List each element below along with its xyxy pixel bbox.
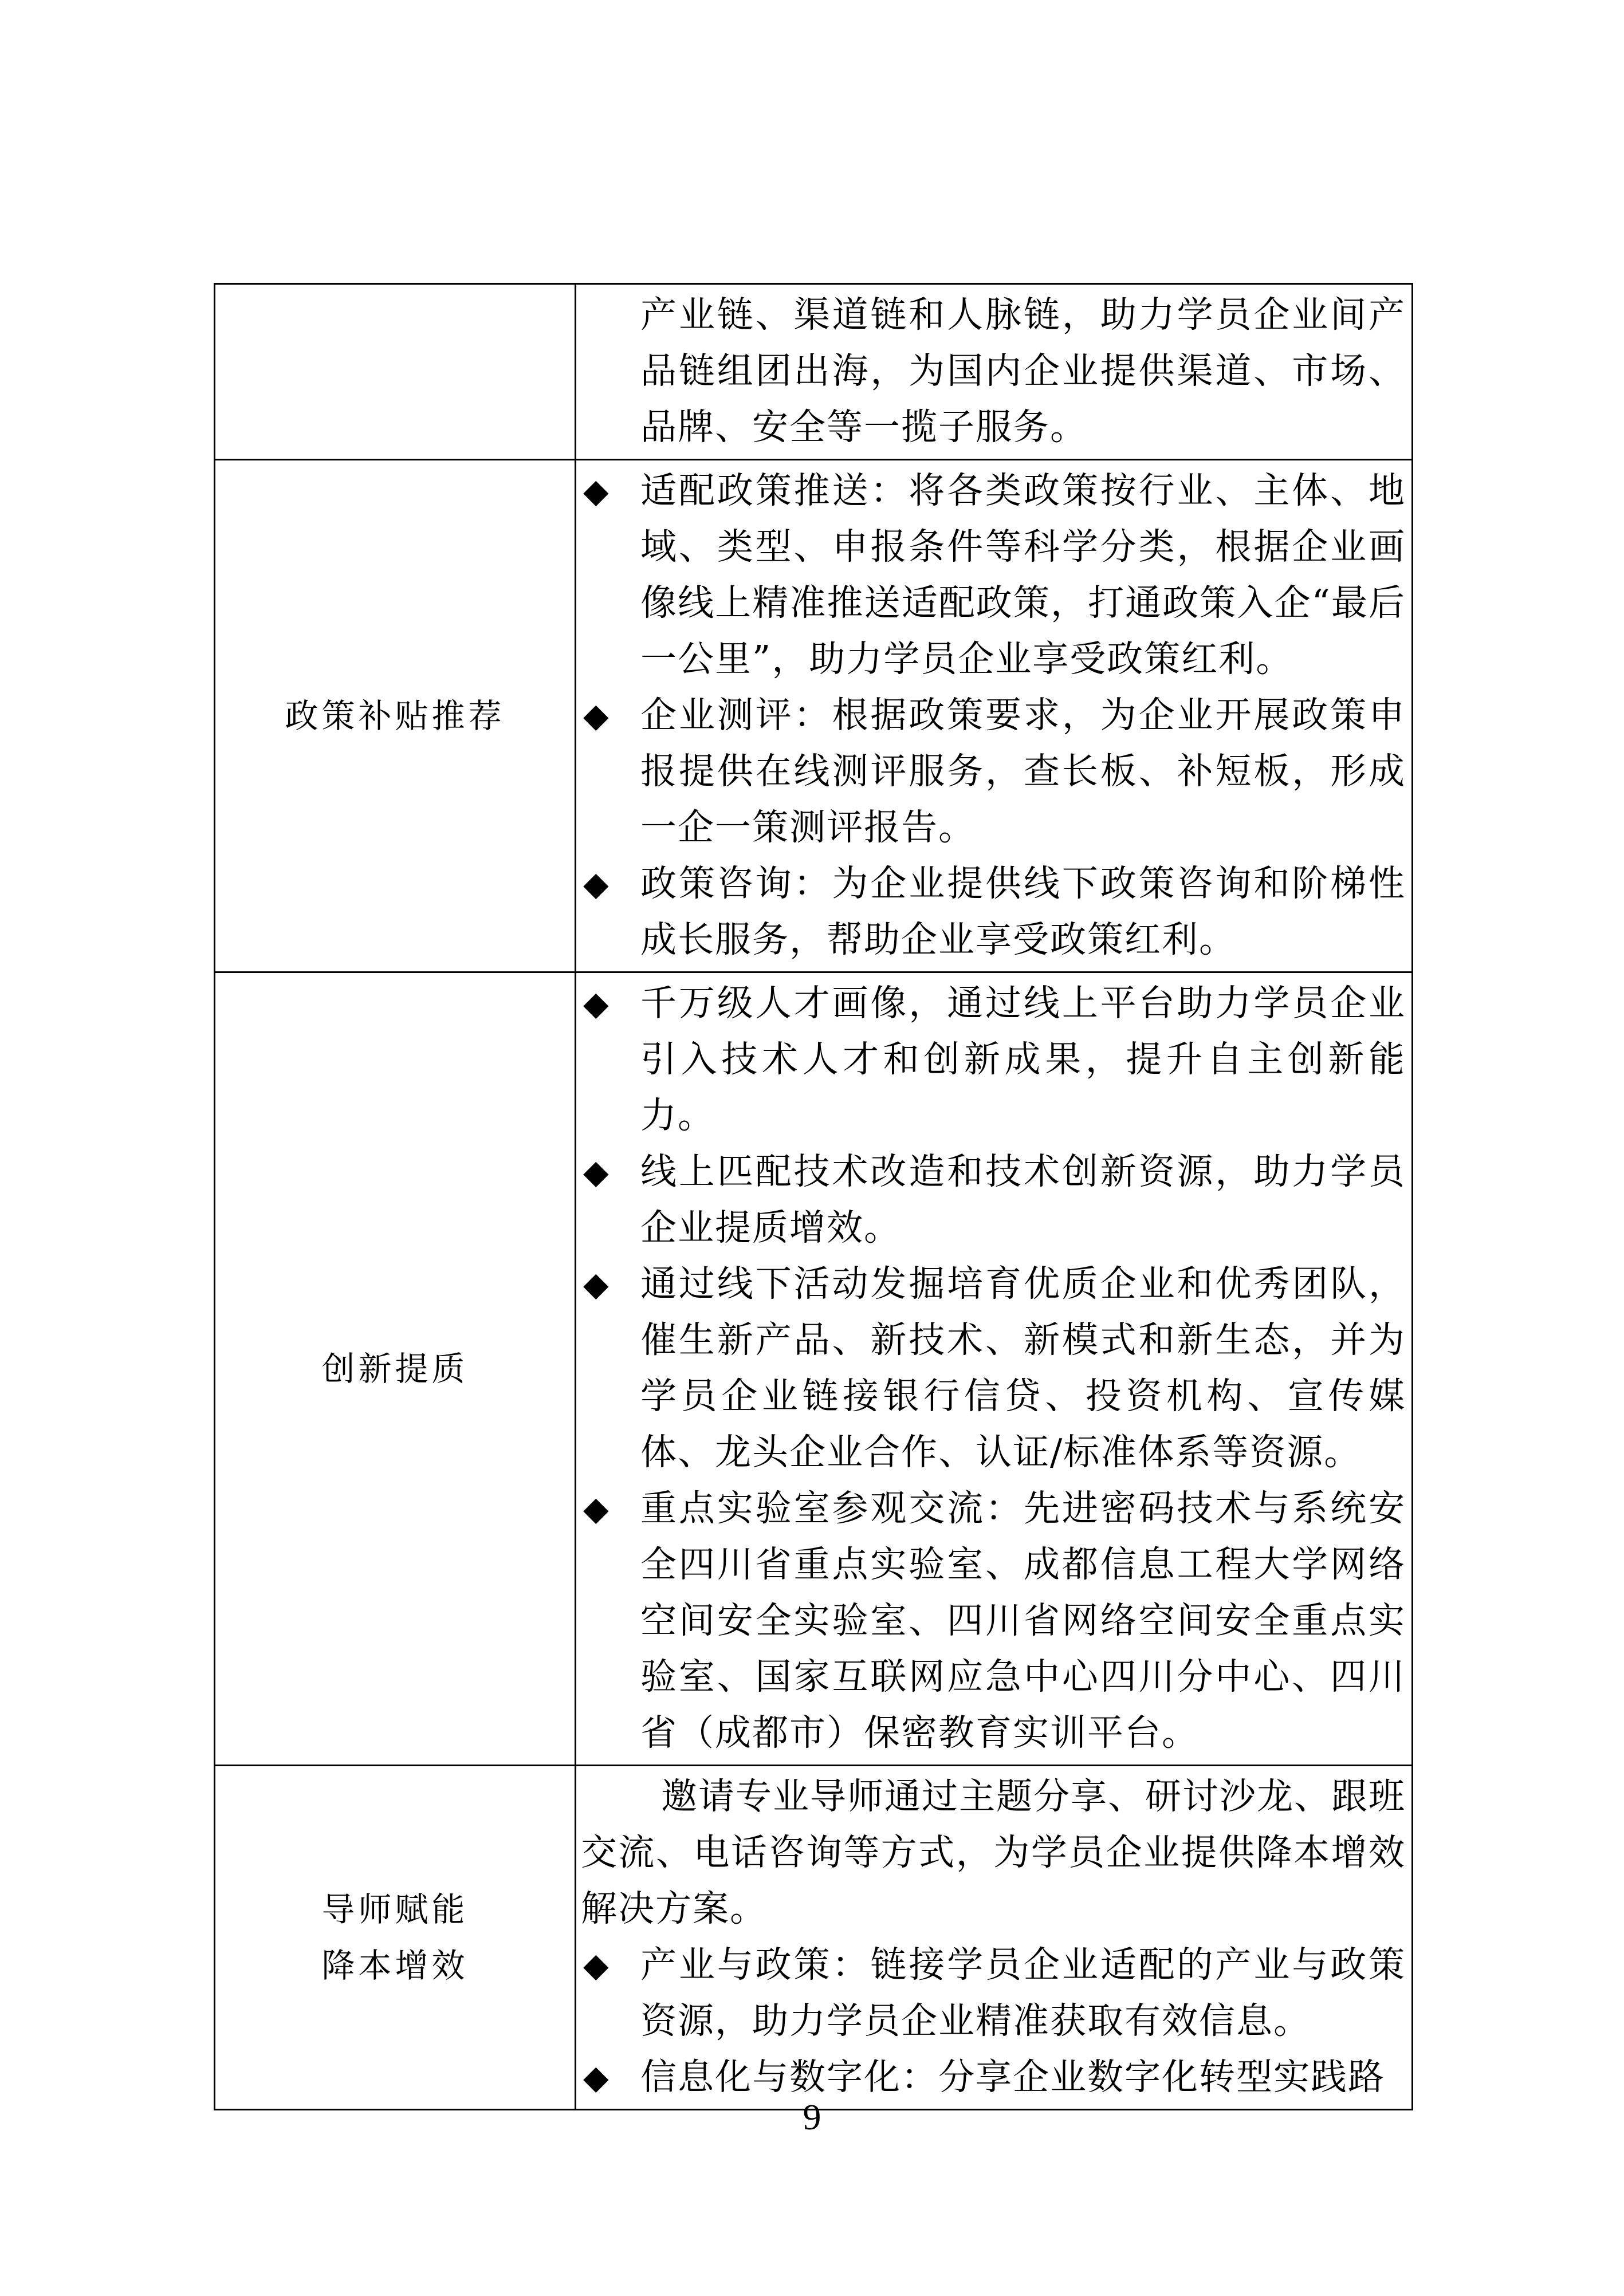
list-item: ◆ 通过线下活动发掘培育优质企业和优秀团队，催生新产品、新技术、新模式和新生态，并为学员企业链接银行信贷、投资机构、宣传媒体、龙头企业合作、认证/标准体系等资源。 [581, 1256, 1406, 1480]
intro-text: 邀请专业导师通过主题分享、研讨沙龙、跟班交流、电话咨询等方式，为学员企业提供降本增效解决方案。 [581, 1775, 1406, 1929]
list-item: ◆ 企业测评：根据政策要求，为企业开展政策申报提供在线测评服务，查长板、补短板，形成一企一策测评报告。 [581, 687, 1406, 856]
diamond-bullet-icon: ◆ [583, 1152, 610, 1191]
row-content [576, 1766, 1413, 2110]
list-item: ◆ 产业与政策：链接学员企业适配的产业与政策资源，助力学员企业精准获取有效信息。 [581, 1937, 1406, 2049]
page-number: 9 [803, 2097, 821, 2137]
table-row [215, 460, 1413, 972]
list-item: ◆ 政策咨询：为企业提供线下政策咨询和阶梯性成长服务，帮助企业享受政策红利。 [581, 856, 1406, 968]
services-table [214, 283, 1413, 2110]
diamond-bullet-icon: ◆ [583, 471, 610, 510]
list-item: ◆ 重点实验室参观交流：先进密码技术与系统安全四川省重点实验室、成都信息工程大学网络空间安全实验室、四川省网络空间安全重点实验室、国家互联网应急中心四川分中心、四川省（成都市）保密教育实训平台。 [581, 1480, 1406, 1761]
row-content [576, 460, 1413, 972]
row-label-line: 创新提质 [321, 1349, 469, 1388]
row-label-line: 降本增效 [321, 1946, 469, 1985]
diamond-bullet-icon: ◆ [583, 1265, 610, 1303]
row-label [215, 972, 576, 1766]
list-item: ◆ 线上匹配技术改造和技术创新资源，助力学员企业提质增效。 [581, 1144, 1406, 1256]
diamond-bullet-icon: ◆ [583, 984, 610, 1023]
table-row [215, 972, 1413, 1766]
diamond-bullet-icon: ◆ [583, 696, 610, 735]
row-label-empty [215, 284, 576, 460]
row-content [576, 972, 1413, 1766]
continuation-text: 产业链、渠道链和人脉链，助力学员企业间产品链组团出海，为国内企业提供渠道、市场、品牌、安全等一揽子服务。 [640, 294, 1406, 448]
diamond-bullet-icon: ◆ [583, 1489, 610, 1528]
table-row [215, 1766, 1413, 2110]
diamond-bullet-icon: ◆ [583, 864, 610, 903]
row-label [215, 460, 576, 972]
diamond-bullet-icon: ◆ [583, 2058, 610, 2097]
row-content [576, 284, 1413, 460]
list-item: ◆ 适配政策推送：将各类政策按行业、主体、地域、类型、申报条件等科学分类，根据企业画像线上精准推送适配政策，打通政策入企“最后一公里”，助力学员企业享受政策红利。 [581, 463, 1406, 687]
list-item: ◆ 千万级人才画像，通过线上平台助力学员企业引入技术人才和创新成果，提升自主创新能力。 [581, 975, 1406, 1144]
list-item: ◆ 信息化与数字化：分享企业数字化转型实践路 [581, 2049, 1406, 2105]
row-label-line: 政策补贴推荐 [285, 696, 505, 735]
row-label-line: 导师赋能 [321, 1890, 469, 1929]
table-row [215, 284, 1413, 460]
diamond-bullet-icon: ◆ [583, 1946, 610, 1984]
row-label [215, 1766, 576, 2110]
